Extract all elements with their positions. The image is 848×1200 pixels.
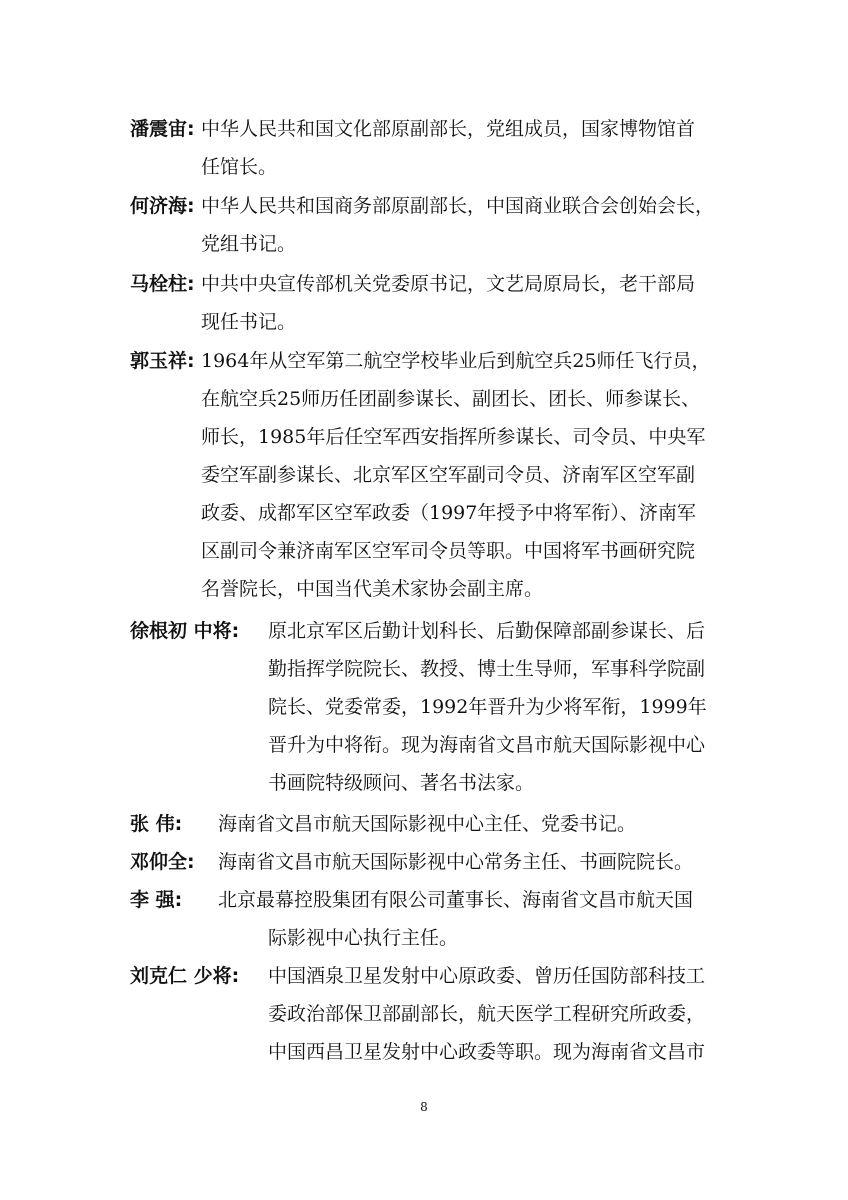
entry-name: 潘震宙: [130,118,195,140]
entry-text-line: 原北京军区后勤计划科长、后勤保障部副参谋长、后 [268,620,706,642]
entry-text-line: 任馆长。 [201,156,278,178]
entry-name: 张 伟: [130,813,183,835]
entry-text-line: 中华人民共和国文化部原副部长，党组成员，国家博物馆首 [201,118,696,140]
entry-name: 马栓柱: [130,273,195,295]
entry-name: 郭玉祥: [130,350,195,372]
entry-text-line: 海南省文昌市航天国际影视中心主任、党委书记。 [218,813,637,835]
entry-text-line: 名誉院长，中国当代美术家协会副主席。 [201,578,544,600]
entry-text-line: 中共中央宣传部机关党委原书记，文艺局原局长，老干部局 [201,273,696,295]
entry-text-line: 中华人民共和国商务部原副部长，中国商业联合会创始会长， [201,195,715,217]
entry-text-line: 书画院特级顾问、著名书法家。 [268,772,535,794]
entry-name: 邓仰全: [130,851,195,873]
entry-text-line: 晋升为中将衔。现为海南省文昌市航天国际影视中心 [268,734,706,756]
entry-text-line: 委政治部保卫部副部长，航天医学工程研究所政委， [268,1003,706,1025]
entry-text-line: 院长、党委常委，1992年晋升为少将军衔，1999年 [268,696,707,718]
entry-name: 徐根初 中将: [130,620,240,642]
entry-text-line: 中国西昌卫星发射中心政委等职。现为海南省文昌市 [268,1041,706,1063]
entry-text-line: 1964年从空军第二航空学校毕业后到航空兵25师任飞行员， [201,350,711,372]
entry-text-line: 勤指挥学院院长、教授、博士生导师，军事科学院副 [268,658,706,680]
entry-name: 刘克仁 少将: [130,965,240,987]
entry-text-line: 在航空兵25师历任团副参谋长、副团长、团长、师参谋长、 [201,388,701,410]
entry-text-line: 政委、成都军区空军政委（1997年授予中将军衔）、济南军 [201,502,696,524]
entry-text-line: 现任书记。 [201,311,297,333]
entry-text-line: 师长，1985年后任空军西安指挥所参谋长、司令员、中央军 [201,426,706,448]
entry-text-line: 中国酒泉卫星发射中心原政委、曾历任国防部科技工 [268,965,706,987]
entry-name: 李 强: [130,889,183,911]
entry-text-line: 委空军副参谋长、北京军区空军副司令员、济南军区空军副 [201,464,696,486]
entry-text-line: 际影视中心执行主任。 [268,927,459,949]
entry-text-line: 党组书记。 [201,233,297,255]
entry-name: 何济海: [130,195,195,217]
entry-text-line: 区副司令兼济南军区空军司令员等职。中国将军书画研究院 [201,540,696,562]
entry-text-line: 海南省文昌市航天国际影视中心常务主任、书画院院长。 [218,851,694,873]
entry-text-line: 北京最幕控股集团有限公司董事长、海南省文昌市航天国 [218,889,694,911]
page-number: 8 [420,1100,428,1114]
